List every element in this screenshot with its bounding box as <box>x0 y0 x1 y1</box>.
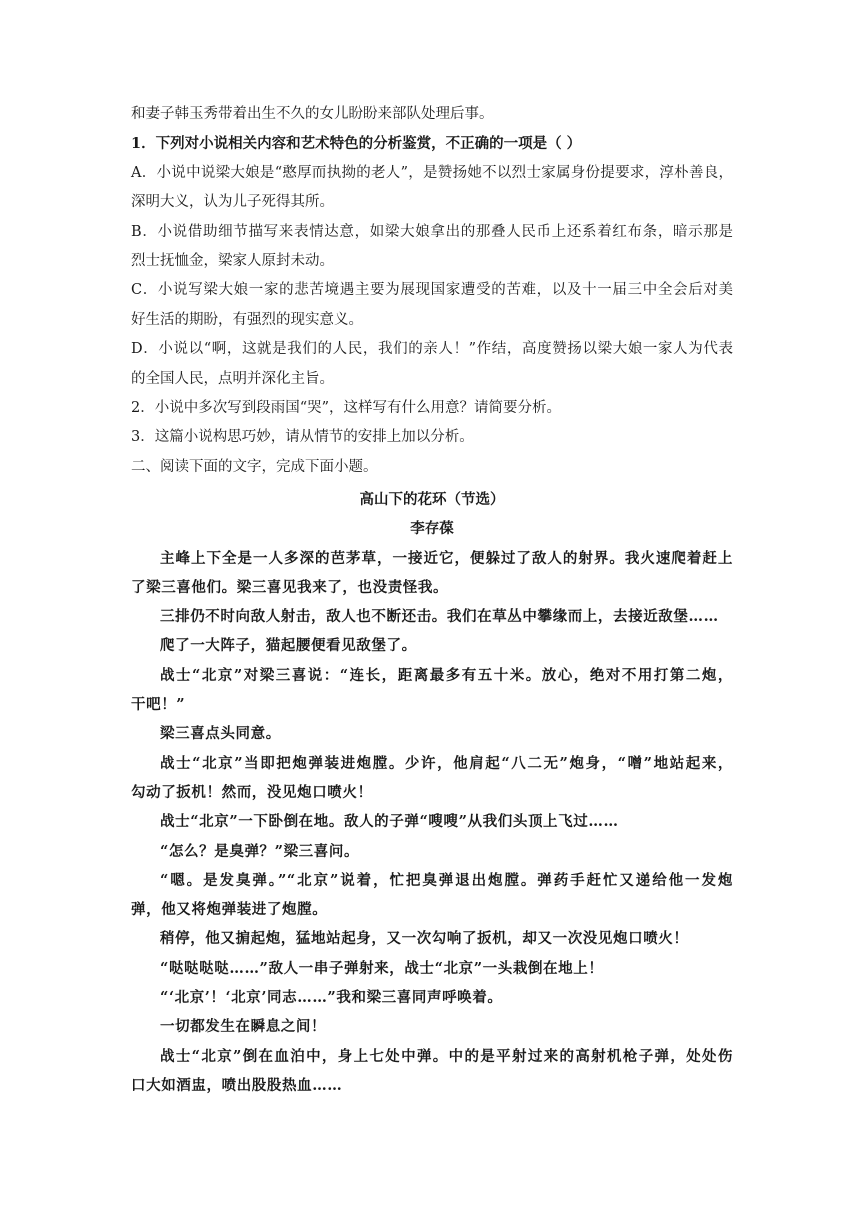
intro-tail-line: 和妻子韩玉秀带着出生不久的女儿盼盼来部队处理后事。 <box>131 106 494 122</box>
question-1: 1．下列对小说相关内容和艺术特色的分析鉴赏，不正确的一项是（ ） <box>131 135 582 153</box>
story-author: 李存葆 <box>410 520 454 538</box>
option-c-line-2: 好生活的期盼，有强烈的现实意义。 <box>131 311 363 328</box>
option-b-line-2: 烈士抚恤金，梁家人原封未动。 <box>131 252 334 269</box>
option-a-line-1: A．小说中说梁大娘是“憨厚而执拗的老人”，是赞扬她不以烈士家属身份提要求，淳朴善良， <box>131 164 733 181</box>
story-line: 战士“北京”当即把炮弹装进炮膛。少许，他肩起“八二无”炮身，“噌”地站起来， <box>160 754 733 772</box>
option-a-line-2: 深明大义，认为儿子死得其所。 <box>131 194 334 211</box>
story-line: 勾动了扳机！然而，没见炮口喷火！ <box>131 783 373 801</box>
option-b-line-1: B．小说借助细节描写来表情达意，如梁大娘拿出的那叠人民币上还系着红布条，暗示那是 <box>131 223 733 240</box>
story-line: 战士“北京”对梁三喜说：“连长，距离最多有五十米。放心，绝对不用打第二炮， <box>160 666 733 684</box>
story-line: 弹，他又将炮弹装进了炮膛。 <box>131 901 328 919</box>
section-2-heading: 二、阅读下面的文字，完成下面小题。 <box>131 458 378 475</box>
story-line: “‘北京’！‘北京’同志……”我和梁三喜同声呼唤着。 <box>160 989 503 1007</box>
story-line: 战士“北京”倒在血泊中，身上七处中弹。中的是平射过来的高射机枪子弹，处处伤 <box>160 1047 733 1065</box>
story-line: 梁三喜点头同意。 <box>160 725 281 743</box>
story-line: 三排仍不时向敌人射击，敌人也不断还击。我们在草丛中攀缘而上，去接近敌堡…… <box>160 608 719 626</box>
story-line: 爬了一大阵子，猫起腰便看见敌堡了。 <box>160 637 417 655</box>
story-line: 稍停，他又掮起炮，猛地站起身，又一次勾响了扳机，却又一次没见炮口喷火！ <box>160 930 689 948</box>
story-line: 干吧！” <box>131 696 186 714</box>
story-title: 高山下的花环（节选） <box>359 491 505 508</box>
story-line: “嗯。是发臭弹。”“北京”说着，忙把臭弹退出炮膛。弹药手赶忙又递给他一发炮 <box>160 871 733 889</box>
story-line: “怎么？是臭弹？”梁三喜问。 <box>160 842 360 860</box>
story-line: “哒哒哒哒……”敌人一串子弹射来，战士“北京”一头栽倒在地上！ <box>160 959 604 977</box>
option-d-line-1: D．小说以“啊，这就是我们的人民，我们的亲人！”作结，高度赞扬以梁大娘一家人为代表 <box>131 341 733 358</box>
story-line: 了梁三喜他们。梁三喜见我来了，也没责怪我。 <box>131 578 449 596</box>
question-2: 2．小说中多次写到段雨国“哭”，这样写有什么用意？请简要分析。 <box>131 399 562 416</box>
option-d-line-2: 的全国人民，点明并深化主旨。 <box>131 370 334 387</box>
story-line: 口大如酒盅，喷出股股热血…… <box>131 1076 343 1094</box>
option-c-line-1: C．小说写梁大娘一家的悲苦境遇主要为展现国家遭受的苦难，以及十一届三中全会后对美 <box>131 282 733 299</box>
story-excerpt <box>131 485 733 1100</box>
question-3: 3．这篇小说构思巧妙，请从情节的安排上加以分析。 <box>131 429 474 446</box>
story-line: 主峰上下全是一人多深的芭茅草，一接近它，便躲过了敌人的射界。我火速爬着赶上 <box>160 549 733 567</box>
story-line: 一切都发生在瞬息之间！ <box>160 1018 327 1036</box>
question-block <box>131 100 733 482</box>
story-line: 战士“北京”一下卧倒在地。敌人的子弹“嗖嗖”从我们头顶上飞过…… <box>160 813 619 831</box>
